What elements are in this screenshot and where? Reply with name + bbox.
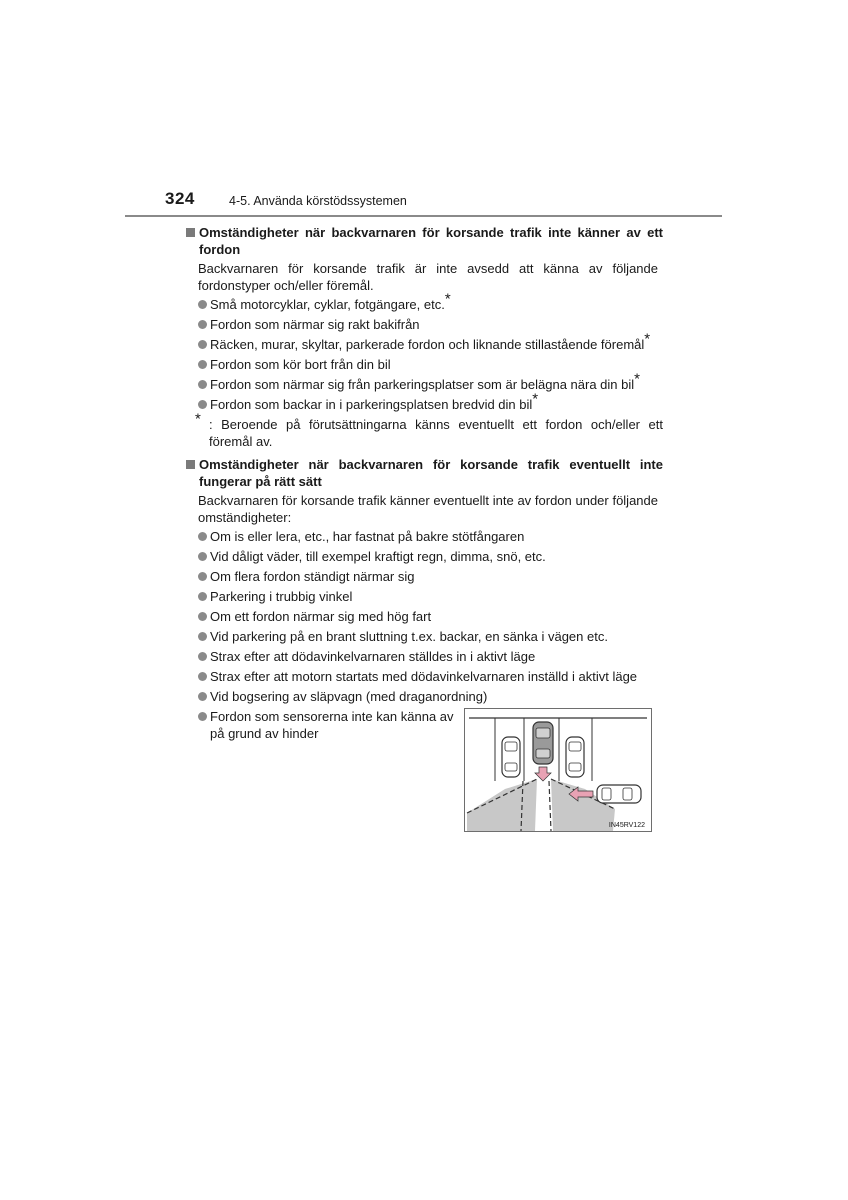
bullet-icon <box>198 552 207 561</box>
parked-car-right-icon <box>566 737 584 777</box>
list-item: Räcken, murar, skyltar, parkerade fordon och liknande stillastående föremål* <box>183 336 663 353</box>
bullet-icon <box>198 532 207 541</box>
list-item: Strax efter att dödavinkelvarnaren ställdes in i aktivt läge <box>183 648 663 665</box>
footnote-text: : Beroende på förutsättningarna känns eventuellt ett fordon och/eller ett föremål av. <box>209 417 663 449</box>
list-item: Parkering i trubbig vinkel <box>183 588 663 605</box>
list-item: Små motorcyklar, cyklar, fotgängare, etc.* <box>183 296 663 313</box>
footnote-marker: * <box>532 390 539 408</box>
list-item: Fordon som närmar sig från parkeringsplatser som är belägna nära din bil* <box>183 376 663 393</box>
list-item: Fordon som sensorerna inte kan känna av på grund av hinder <box>183 708 663 742</box>
footnote-marker: * <box>644 330 651 348</box>
bullet-icon <box>198 672 207 681</box>
section-may-not-function <box>183 456 663 742</box>
bullet-list <box>183 290 663 413</box>
bullet-icon <box>198 340 207 349</box>
footnote-marker: * <box>444 290 451 308</box>
bullet-icon <box>198 300 207 309</box>
bullet-icon <box>198 712 207 721</box>
page-number: 324 <box>165 189 195 208</box>
section-intro: Backvarnaren för korsande trafik är inte avsedd att känna av följande fordonstyper och/eller föremål. <box>198 261 658 293</box>
left-detection-zone <box>467 779 537 831</box>
bullet-icon <box>198 612 207 621</box>
reverse-arrow-icon <box>535 767 551 781</box>
list-item: Fordon som kör bort från din bil <box>183 356 663 373</box>
list-item: Fordon som backar in i parkeringsplatsen bredvid din bil* <box>183 396 663 413</box>
list-item: Om is eller lera, etc., har fastnat på bakre stötfångaren <box>183 528 663 545</box>
footnote <box>195 410 663 450</box>
bullet-icon <box>198 320 207 329</box>
heading-square-icon <box>186 460 195 469</box>
cross-traffic-illustration <box>464 708 652 832</box>
bullet-icon <box>198 380 207 389</box>
content <box>183 224 663 745</box>
list-item: Strax efter att motorn startats med dödavinkelvarnaren inställd i aktivt läge <box>183 668 663 685</box>
bullet-icon <box>198 592 207 601</box>
footnote-marker: * <box>634 370 640 388</box>
heading-square-icon <box>186 228 195 237</box>
list-item: Fordon som närmar sig rakt bakifrån <box>183 316 663 333</box>
parked-car-left-icon <box>502 737 520 777</box>
figure-code: IN45RV122 <box>608 822 645 829</box>
bullet-icon <box>198 632 207 641</box>
bullet-icon <box>198 360 207 369</box>
own-car-icon <box>533 722 553 764</box>
list-item: Om ett fordon närmar sig med hög fart <box>183 608 663 625</box>
path-line <box>549 781 551 831</box>
section-intro: Backvarnaren för korsande trafik känner eventuellt inte av fordon under följande omständigheter: <box>198 493 658 525</box>
list-item: Vid dåligt väder, till exempel kraftigt regn, dimma, snö, etc. <box>183 548 663 565</box>
bullet-icon <box>198 400 207 409</box>
list-item: Vid parkering på en brant sluttning t.ex. backar, en sänka i vägen etc. <box>183 628 663 645</box>
bullet-icon <box>198 652 207 661</box>
running-head: 4-5. Använda körstödssystemen <box>229 194 407 208</box>
heading-text: Omständigheter när backvarnaren för korsande trafik eventuellt inte fungerar på rätt sätt <box>199 457 663 489</box>
header-rule <box>125 215 722 217</box>
section-heading <box>183 456 663 490</box>
footnote-marker: * <box>195 410 201 428</box>
bullet-icon <box>198 692 207 701</box>
bullet-icon <box>198 572 207 581</box>
list-item: Vid bogsering av släpvagn (med draganordning) <box>183 688 663 705</box>
approaching-car-icon <box>597 785 641 803</box>
list-item: Om flera fordon ständigt närmar sig <box>183 568 663 585</box>
section-not-detected <box>183 224 663 450</box>
section-heading <box>183 224 663 258</box>
parking-diagram <box>465 709 651 831</box>
heading-text: Omständigheter när backvarnaren för korsande trafik inte känner av ett fordon <box>199 225 663 257</box>
